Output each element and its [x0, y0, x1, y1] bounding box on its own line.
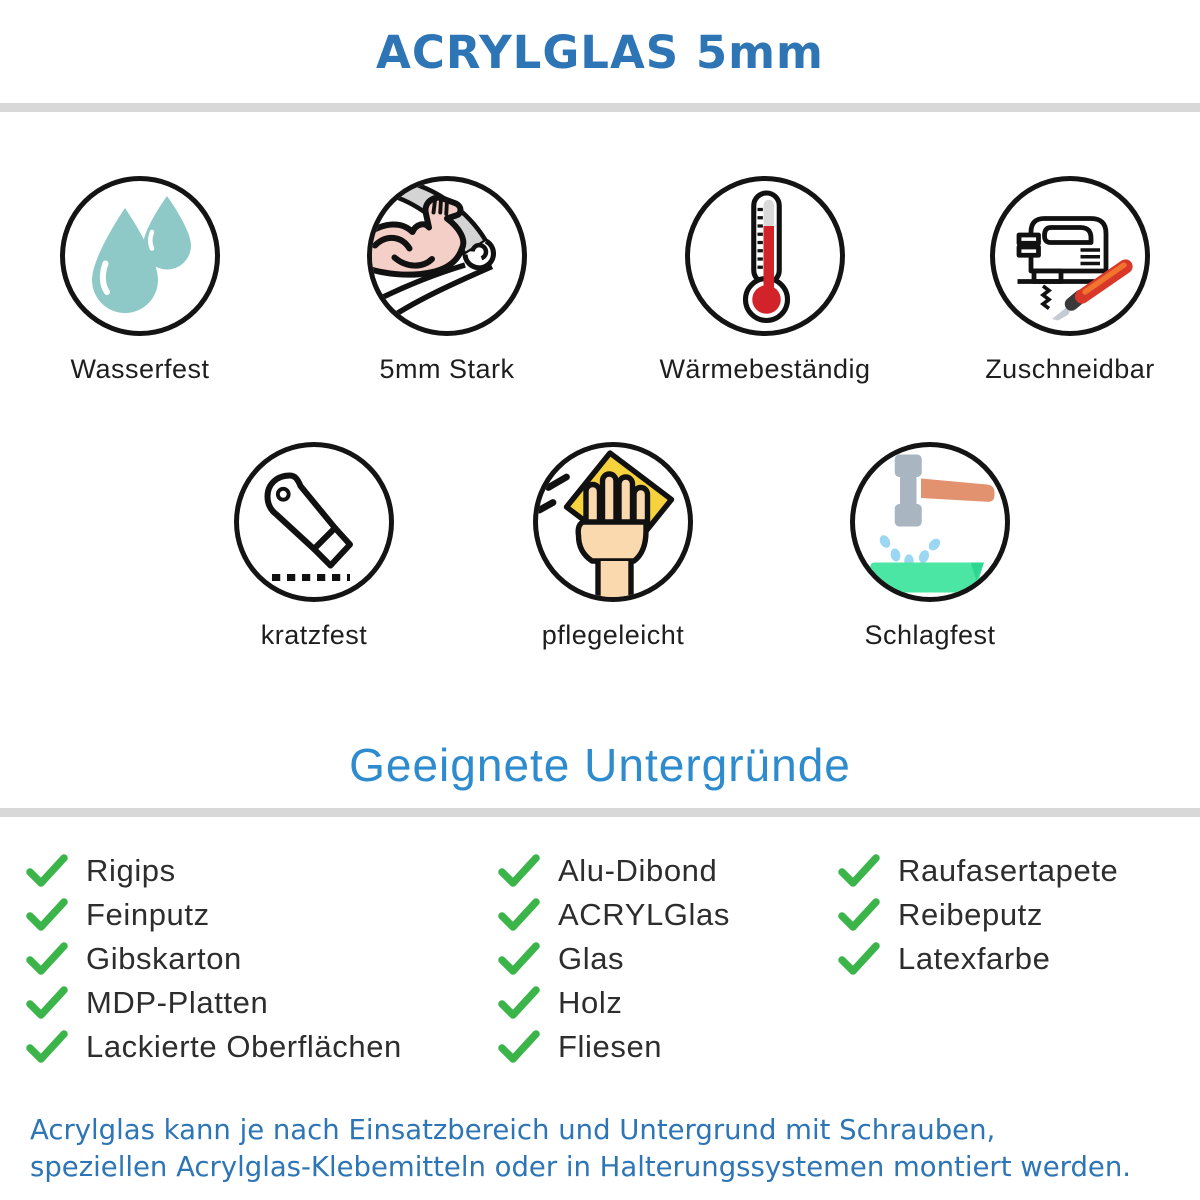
jigsaw-knife-icon	[995, 181, 1145, 331]
list-item	[26, 1029, 402, 1065]
thermometer-icon	[690, 181, 840, 331]
divider	[0, 103, 1200, 112]
check-icon	[26, 986, 68, 1020]
check-icon	[26, 942, 68, 976]
substrate-label: Rigips	[86, 853, 176, 888]
wipe-hand-icon	[538, 447, 688, 597]
feature-label: Wasserfest	[70, 354, 210, 384]
section-heading-untergruende: Geeignete Untergründe	[349, 739, 851, 791]
feature-pflegeleicht	[483, 442, 743, 651]
substrate-label: Reibeputz	[898, 897, 1043, 932]
list-item	[498, 941, 730, 977]
feature-label: kratzfest	[260, 620, 368, 650]
feature-wasserfest	[10, 176, 270, 385]
substrate-label: Gibskarton	[86, 941, 242, 976]
feature-zuschneidbar	[940, 176, 1200, 385]
feature-label: 5mm Stark	[379, 354, 515, 384]
feature-label: Wärmebeständig	[659, 354, 871, 384]
substrate-label: Lackierte Oberflächen	[86, 1029, 402, 1064]
feature-circle	[990, 176, 1150, 336]
feature-circle	[234, 442, 394, 602]
substrate-label: ACRYLGlas	[558, 897, 730, 932]
substrate-label: MDP-Platten	[86, 985, 269, 1020]
page-title: ACRYLGLAS 5mm	[376, 26, 824, 79]
substrate-label: Feinputz	[86, 897, 210, 932]
hammer-icon	[855, 447, 1005, 597]
list-item	[26, 941, 402, 977]
feature-waermebestaendig	[635, 176, 895, 385]
feature-5mm-stark	[317, 176, 577, 385]
check-icon	[498, 854, 540, 888]
substrate-label: Latexfarbe	[898, 941, 1051, 976]
substrate-label: Raufasertapete	[898, 853, 1119, 888]
substrate-column-2	[498, 853, 730, 1065]
feature-circle	[685, 176, 845, 336]
substrate-label: Alu-Dibond	[558, 853, 718, 888]
list-item	[26, 985, 402, 1021]
check-icon	[26, 854, 68, 888]
feature-circle	[533, 442, 693, 602]
check-icon	[498, 898, 540, 932]
check-icon	[498, 986, 540, 1020]
utility-knife-icon	[239, 447, 389, 597]
list-item	[838, 853, 1118, 889]
feature-label: Schlagfest	[864, 620, 996, 650]
feature-label: pflegeleicht	[541, 620, 685, 650]
feature-kratzfest	[184, 442, 444, 651]
check-icon	[498, 1030, 540, 1064]
list-item	[838, 941, 1118, 977]
list-item	[838, 897, 1118, 933]
divider	[0, 808, 1200, 817]
feature-circle	[367, 176, 527, 336]
check-icon	[26, 898, 68, 932]
substrate-label: Holz	[558, 985, 623, 1020]
feature-schlagfest	[800, 442, 1060, 651]
list-item	[26, 897, 402, 933]
list-item	[26, 853, 402, 889]
check-icon	[838, 898, 880, 932]
footer-line-1: Acrylglas kann je nach Einsatzbereich und Untergrund mit Schrauben,	[30, 1114, 996, 1146]
list-item	[498, 853, 730, 889]
check-icon	[26, 1030, 68, 1064]
list-item	[498, 1029, 730, 1065]
check-icon	[838, 854, 880, 888]
feature-label: Zuschneidbar	[985, 354, 1155, 384]
substrate-column-1	[26, 853, 402, 1065]
substrate-label: Glas	[558, 941, 625, 976]
substrate-label: Fliesen	[558, 1029, 663, 1064]
feature-circle	[850, 442, 1010, 602]
list-item	[498, 897, 730, 933]
feature-circle	[60, 176, 220, 336]
footer-note	[30, 1112, 1200, 1186]
list-item	[498, 985, 730, 1021]
footer-line-2: speziellen Acrylglas-Klebemitteln oder in Halterungssystemen montiert werden.	[30, 1151, 1132, 1183]
water-drops-icon	[65, 181, 215, 331]
check-icon	[838, 942, 880, 976]
substrate-column-3	[838, 853, 1118, 977]
flex-arm-icon	[372, 181, 522, 331]
check-icon	[498, 942, 540, 976]
